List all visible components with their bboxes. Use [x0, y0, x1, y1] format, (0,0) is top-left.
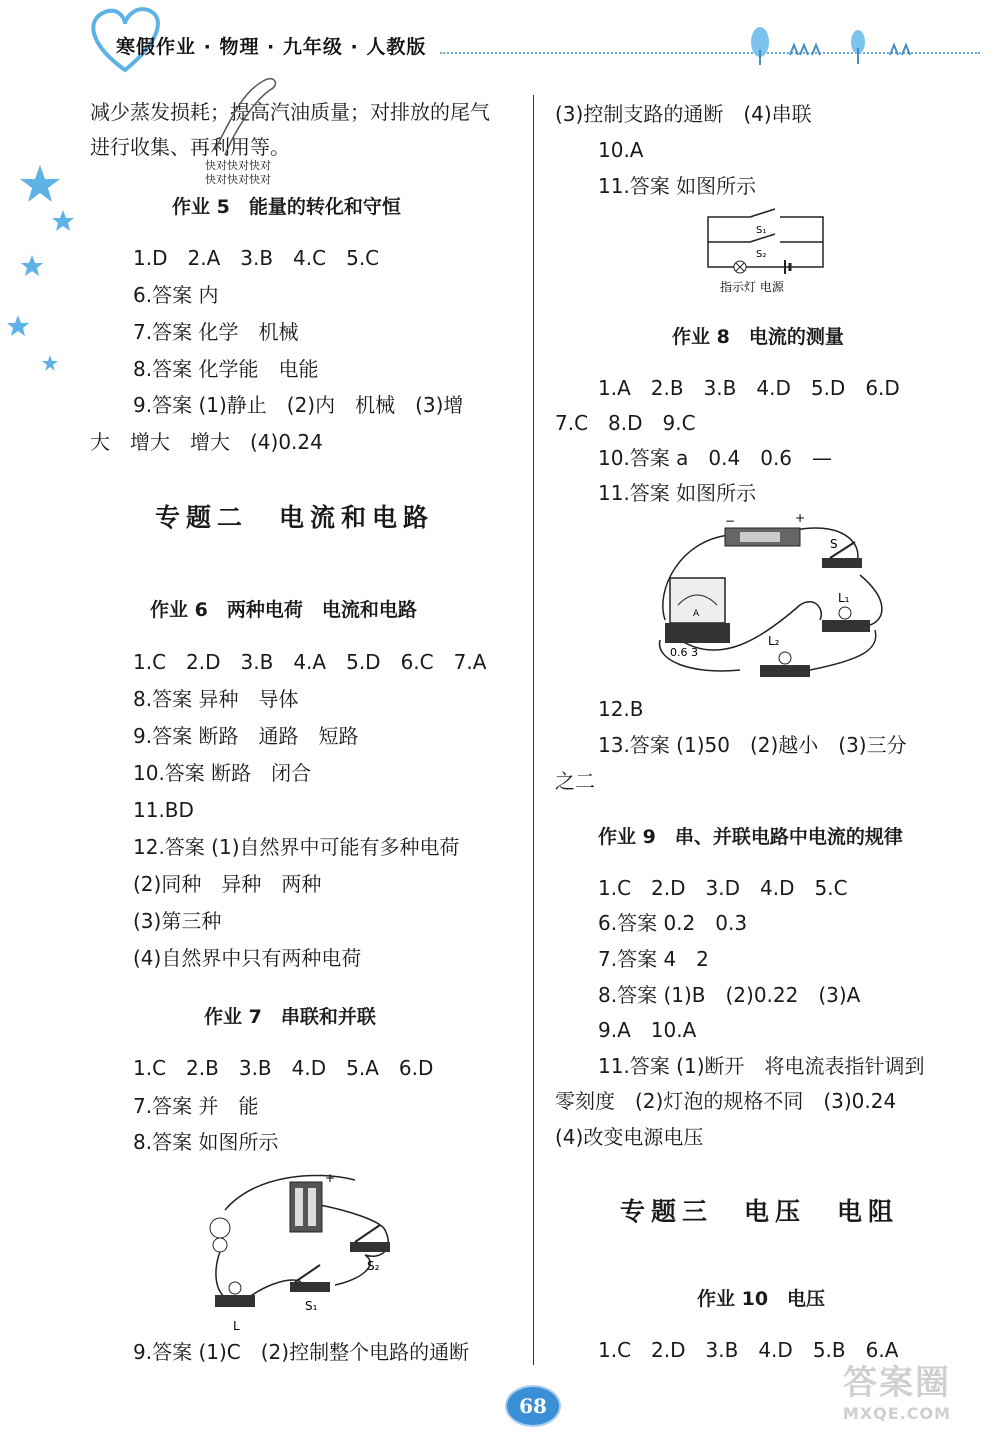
- q9c-line: (3)控制支路的通断 (4)串联: [555, 102, 812, 126]
- intro-line-1: 减少蒸发损耗；提高汽油质量；对排放的尾气: [90, 100, 490, 124]
- fig11-caption: 指示灯 电源: [720, 280, 784, 294]
- fig8-scale: 0.6 3: [670, 646, 698, 659]
- fig11-s2: S₂: [756, 249, 767, 260]
- fig8-a: A: [693, 609, 700, 619]
- hw6-q11: 11.BD: [133, 798, 194, 822]
- hw7-circuit-figure: [195, 1170, 435, 1340]
- watermark-line-2: MXQE.COM: [842, 1404, 952, 1423]
- lamp-l1-icon: [822, 620, 870, 632]
- fig8-plus: +: [795, 511, 806, 525]
- fig7-s1: S₁: [305, 1299, 318, 1313]
- fig7-plus: +: [325, 1171, 336, 1185]
- watermark-logo: [812, 1355, 982, 1435]
- hw5-q6: 6.答案 内: [133, 283, 219, 307]
- battery-icon: [290, 1182, 322, 1232]
- star-decoration-icon: [5, 155, 75, 415]
- topic-3-title: 专题三 电压 电阻: [620, 1197, 900, 1226]
- hw6-title: 作业 6 两种电荷 电流和电路: [150, 599, 417, 621]
- tree-decoration-icon: [740, 20, 940, 80]
- watermark-line-1: 答案圈: [843, 1363, 951, 1403]
- hw7-q7: 7.答案 并 能: [133, 1094, 259, 1118]
- hw7-title: 作业 7 串联和并联: [204, 1006, 376, 1028]
- hw9-title: 作业 9 串、并联电路中电流的规律: [598, 826, 903, 848]
- switch-s-icon: [822, 558, 862, 568]
- switch-s2-icon: [350, 1242, 390, 1252]
- hw9-q1: 1.C 2.D 3.D 4.D 5.C: [598, 876, 848, 900]
- lamp-l2-icon: [760, 665, 810, 677]
- page-header: [0, 0, 1000, 78]
- hw5-q9b: 大 增大 增大 (4)0.24: [90, 430, 323, 454]
- hw10-title: 作业 10 电压: [697, 1288, 826, 1310]
- hw6-q12c: (3)第三种: [133, 909, 222, 933]
- hw7-q8: 8.答案 如图所示: [133, 1130, 279, 1154]
- hw8-q11: 11.答案 如图所示: [598, 481, 757, 505]
- q10-line: 10.A: [598, 138, 644, 162]
- hw8-title: 作业 8 电流的测量: [672, 326, 844, 348]
- fig7-l: L: [233, 1319, 240, 1333]
- hw9-q11c: (4)改变电源电压: [555, 1125, 704, 1149]
- fig8-minus: −: [725, 514, 736, 528]
- intro-line-2: 进行收集、再利用等。: [90, 135, 290, 159]
- bulb-icon: [210, 1218, 230, 1238]
- hw5-q8: 8.答案 化学能 电能: [133, 357, 319, 381]
- hw6-q9: 9.答案 断路 通路 短路: [133, 724, 359, 748]
- switch-s1-icon: [290, 1282, 330, 1292]
- column-divider: [533, 95, 534, 1365]
- stamp-text-2: 快对快对快对: [205, 173, 271, 186]
- fig8-l2: L₂: [768, 634, 780, 648]
- hw5-q1: 1.D 2.A 3.B 4.C 5.C: [133, 246, 380, 270]
- fig11-s1: S₁: [756, 225, 767, 236]
- page-number: 68: [505, 1385, 561, 1427]
- hw6-q10: 10.答案 断路 闭合: [133, 761, 312, 785]
- hw6-q8: 8.答案 异种 导体: [133, 687, 299, 711]
- q11-circuit-figure: [700, 205, 840, 295]
- hw8-circuit-figure: [650, 510, 890, 690]
- lamp-l-icon: [215, 1295, 255, 1307]
- header-title: 寒假作业 · 物理 · 九年级 · 人教版: [116, 36, 427, 58]
- hw7-q9: 9.答案 (1)C (2)控制整个电路的通断: [133, 1340, 470, 1364]
- hw5-title: 作业 5 能量的转化和守恒: [172, 196, 401, 218]
- stamp-text-1: 快对快对快对: [205, 159, 271, 172]
- hw5-q9a: 9.答案 (1)静止 (2)内 机械 (3)增: [133, 393, 464, 417]
- handwriting-mark-icon: [195, 70, 295, 160]
- topic-2-title: 专题二 电流和电路: [155, 503, 435, 532]
- hw9-q7: 7.答案 4 2: [598, 947, 709, 971]
- hw7-q1: 1.C 2.B 3.B 4.D 5.A 6.D: [133, 1056, 434, 1080]
- hw8-q10: 10.答案 a 0.4 0.6 —: [598, 446, 833, 470]
- hw6-q12a: 12.答案 (1)自然界中可能有多种电荷: [133, 835, 460, 859]
- hw6-q12b: (2)同种 异种 两种: [133, 872, 322, 896]
- hw9-q9: 9.A 10.A: [598, 1018, 697, 1042]
- fig7-s2: S₂: [367, 1259, 380, 1273]
- hw6-q12d: (4)自然界中只有两种电荷: [133, 946, 362, 970]
- fig8-s: S: [830, 537, 838, 551]
- hw8-q12: 12.B: [598, 697, 644, 721]
- hw9-q6: 6.答案 0.2 0.3: [598, 911, 748, 935]
- q11-line: 11.答案 如图所示: [598, 174, 757, 198]
- hw9-q11a: 11.答案 (1)断开 将电流表指针调到: [598, 1054, 925, 1078]
- hw9-q8: 8.答案 (1)B (2)0.22 (3)A: [598, 983, 861, 1007]
- hw9-q11b: 零刻度 (2)灯泡的规格不同 (3)0.24: [555, 1089, 897, 1113]
- hw8-q7: 7.C 8.D 9.C: [555, 411, 696, 435]
- hw8-q1: 1.A 2.B 3.B 4.D 5.D 6.D: [598, 376, 900, 400]
- hw5-q7: 7.答案 化学 机械: [133, 320, 299, 344]
- fig8-l1: L₁: [838, 591, 850, 605]
- hw8-q13b: 之二: [555, 769, 595, 793]
- hw10-q1: 1.C 2.D 3.B 4.D 5.B 6.A: [598, 1338, 899, 1362]
- hw6-q1: 1.C 2.D 3.B 4.A 5.D 6.C 7.A: [133, 650, 487, 674]
- hw8-q13a: 13.答案 (1)50 (2)越小 (3)三分: [598, 733, 907, 757]
